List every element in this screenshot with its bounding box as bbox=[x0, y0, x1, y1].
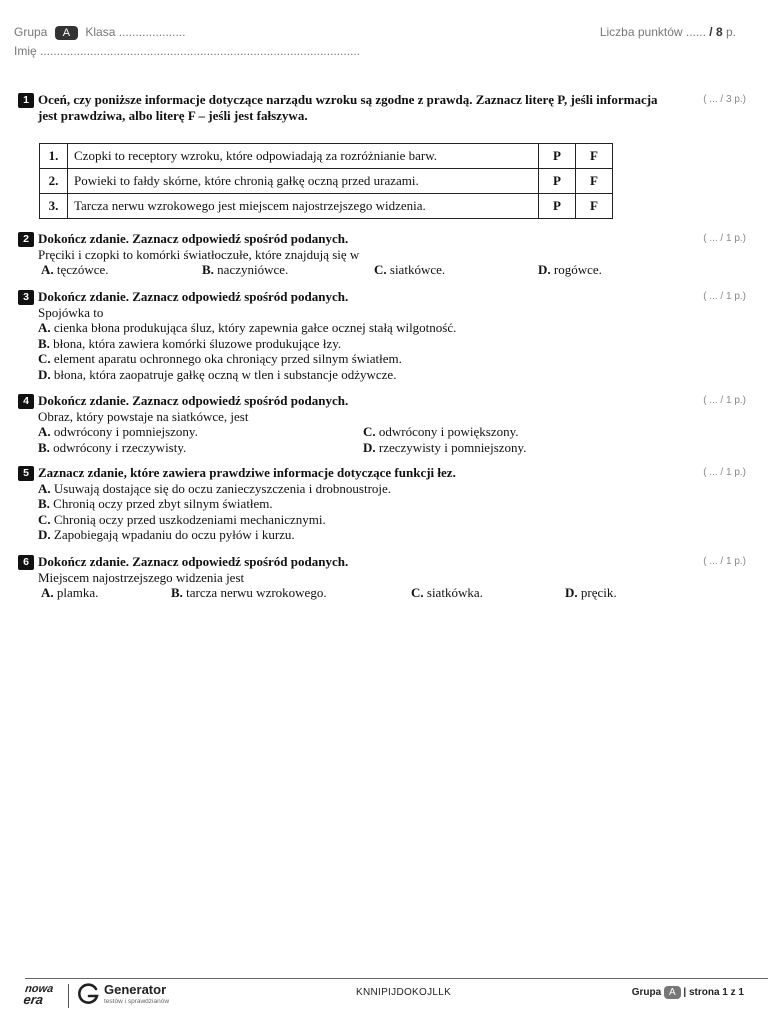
answer-p[interactable]: P bbox=[539, 194, 576, 219]
table-row bbox=[40, 169, 613, 194]
task-points: ( ... / 1 p.) bbox=[703, 233, 746, 244]
answer-p[interactable]: P bbox=[539, 144, 576, 169]
option-d[interactable]: D. rogówce. bbox=[538, 262, 602, 277]
grupa-badge: A bbox=[55, 26, 78, 40]
points-sep: / bbox=[709, 25, 713, 39]
footer-divider bbox=[25, 978, 768, 979]
task-points: ( ... / 3 p.) bbox=[703, 94, 746, 105]
header-left bbox=[14, 25, 185, 40]
option-c[interactable]: C. Chronią oczy przed uszkodzeniami mechanicznymi. bbox=[38, 511, 326, 527]
task-3 bbox=[18, 289, 758, 382]
option-d[interactable]: D. rzeczywisty i pomniejszony. bbox=[363, 440, 527, 455]
row-statement: Powieki to fałdy skórne, które chronią gałkę oczną przed urazami. bbox=[68, 169, 539, 194]
grupa-label: Grupa bbox=[14, 25, 48, 39]
option-a[interactable]: A. plamka. bbox=[41, 585, 99, 600]
option-b[interactable]: B. błona, która zawiera komórki śluzowe produkujące łzy. bbox=[38, 335, 342, 351]
option-a[interactable]: A. cienka błona produkująca śluz, który zapewnia gałce ocznej stałą wilgotność. bbox=[38, 320, 457, 335]
footer-grupa-badge: A bbox=[664, 986, 681, 999]
task-question: Dokończ zdanie. Zaznacz odpowiedź spośród podanych. bbox=[38, 554, 349, 569]
page-info bbox=[632, 986, 744, 999]
task-question: Dokończ zdanie. Zaznacz odpowiedź spośród podanych. bbox=[38, 393, 349, 408]
task-question: Dokończ zdanie. Zaznacz odpowiedź spośród podanych. bbox=[38, 231, 349, 246]
task-6 bbox=[18, 554, 758, 601]
options-row bbox=[38, 424, 758, 440]
points-label: Liczba punktów bbox=[599, 25, 683, 39]
task-points: ( ... / 1 p.) bbox=[703, 467, 746, 478]
task-number: 1 bbox=[18, 93, 34, 108]
generator-word: Generator bbox=[104, 982, 167, 997]
points-max: 8 bbox=[715, 25, 723, 39]
row-number: 1. bbox=[40, 144, 68, 169]
table-row bbox=[40, 194, 613, 219]
task-number: 4 bbox=[18, 394, 34, 409]
answer-f[interactable]: F bbox=[576, 169, 613, 194]
generator-subtitle: testów i sprawdzianów bbox=[104, 998, 170, 1005]
option-b[interactable]: B. naczyniówce. bbox=[202, 262, 289, 277]
imie-label: Imię bbox=[14, 44, 37, 58]
true-false-table bbox=[39, 143, 613, 219]
row-number: 2. bbox=[40, 169, 68, 194]
page-number: | strona 1 z 1 bbox=[683, 987, 744, 998]
option-d[interactable]: D. pręcik. bbox=[565, 585, 617, 600]
option-b[interactable]: B. tarcza nerwu wzrokowego. bbox=[171, 585, 327, 600]
klasa-field[interactable]: .................... bbox=[118, 25, 186, 39]
nowa-era-logo bbox=[22, 984, 62, 1010]
task-question: Oceń, czy poniższe informacje dotyczące narządu wzroku są zgodne z prawdą. Zaznacz literę P, jeśli informacja jest prawdziwa, albo literę F – jeśli jest fałszywa. bbox=[38, 92, 658, 123]
options-row bbox=[38, 585, 758, 601]
task-stem: Miejscem najostrzejszego widzenia jest bbox=[38, 569, 245, 585]
task-points: ( ... / 1 p.) bbox=[703, 556, 746, 567]
option-b[interactable]: B. Chronią oczy przed zbyt silnym światłem. bbox=[38, 496, 273, 511]
logo-era-text: era bbox=[22, 992, 45, 1007]
task-stem: Obraz, który powstaje na siatkówce, jest bbox=[38, 408, 249, 424]
option-d[interactable]: D. Zapobiegają wpadaniu do oczu pyłów i kurzu. bbox=[38, 527, 295, 542]
option-c[interactable]: C. siatkówce. bbox=[374, 262, 446, 277]
row-number: 3. bbox=[40, 194, 68, 219]
task-stem: Pręciki i czopki to komórki światłoczułe, które znajdują się w bbox=[38, 246, 360, 262]
task-stem: Spojówka to bbox=[38, 304, 104, 320]
task-question: Dokończ zdanie. Zaznacz odpowiedź spośród podanych. bbox=[38, 289, 349, 304]
task-4 bbox=[18, 393, 758, 456]
test-code: KNNIPIJDOKOJLLK bbox=[356, 987, 452, 998]
task-points: ( ... / 1 p.) bbox=[703, 291, 746, 302]
answer-f[interactable]: F bbox=[576, 194, 613, 219]
points-total bbox=[600, 25, 736, 39]
task-1 bbox=[18, 92, 758, 123]
task-points: ( ... / 1 p.) bbox=[703, 395, 746, 406]
answer-f[interactable]: F bbox=[576, 144, 613, 169]
task-2 bbox=[18, 231, 758, 278]
row-statement: Tarcza nerwu wzrokowego jest miejscem najostrzejszego widzenia. bbox=[68, 194, 539, 219]
task-question: Zaznacz zdanie, które zawiera prawdziwe informacje dotyczące funkcji łez. bbox=[38, 465, 456, 480]
imie-row bbox=[14, 44, 360, 58]
option-b[interactable]: B. odwrócony i rzeczywisty. bbox=[38, 440, 187, 455]
options-row bbox=[38, 262, 758, 278]
generator-logo bbox=[76, 982, 186, 1008]
points-field[interactable]: ...... bbox=[685, 25, 706, 39]
row-statement: Czopki to receptory wzroku, które odpowiadają za rozróżnianie barw. bbox=[68, 144, 539, 169]
table-row bbox=[40, 144, 613, 169]
task-5 bbox=[18, 465, 758, 543]
task-number: 2 bbox=[18, 232, 34, 247]
option-c[interactable]: C. element aparatu ochronnego oka chroniący przed silnym światłem. bbox=[38, 351, 402, 366]
option-d[interactable]: D. błona, która zaopatruje gałkę oczną w tlen i substancje odżywcze. bbox=[38, 366, 397, 382]
option-c[interactable]: C. siatkówka. bbox=[411, 585, 483, 600]
options-row bbox=[38, 440, 758, 456]
task-number: 6 bbox=[18, 555, 34, 570]
answer-p[interactable]: P bbox=[539, 169, 576, 194]
task-number: 3 bbox=[18, 290, 34, 305]
klasa-label: Klasa bbox=[85, 25, 116, 39]
points-unit: p. bbox=[725, 25, 736, 39]
imie-field[interactable]: ................................................................................................ bbox=[40, 44, 361, 58]
footer-grupa-label: Grupa bbox=[631, 987, 662, 998]
option-a[interactable]: A. odwrócony i pomniejszony. bbox=[38, 424, 198, 439]
generator-g-icon bbox=[76, 982, 100, 1006]
logo-nowa-text: nowa bbox=[24, 983, 55, 995]
task-number: 5 bbox=[18, 466, 34, 481]
option-a[interactable]: A. tęczówce. bbox=[41, 262, 109, 277]
logo-separator bbox=[68, 984, 69, 1008]
option-a[interactable]: A. Usuwają dostające się do oczu zanieczyszczenia i drobnoustroje. bbox=[38, 480, 392, 496]
option-c[interactable]: C. odwrócony i powiększony. bbox=[363, 424, 519, 439]
